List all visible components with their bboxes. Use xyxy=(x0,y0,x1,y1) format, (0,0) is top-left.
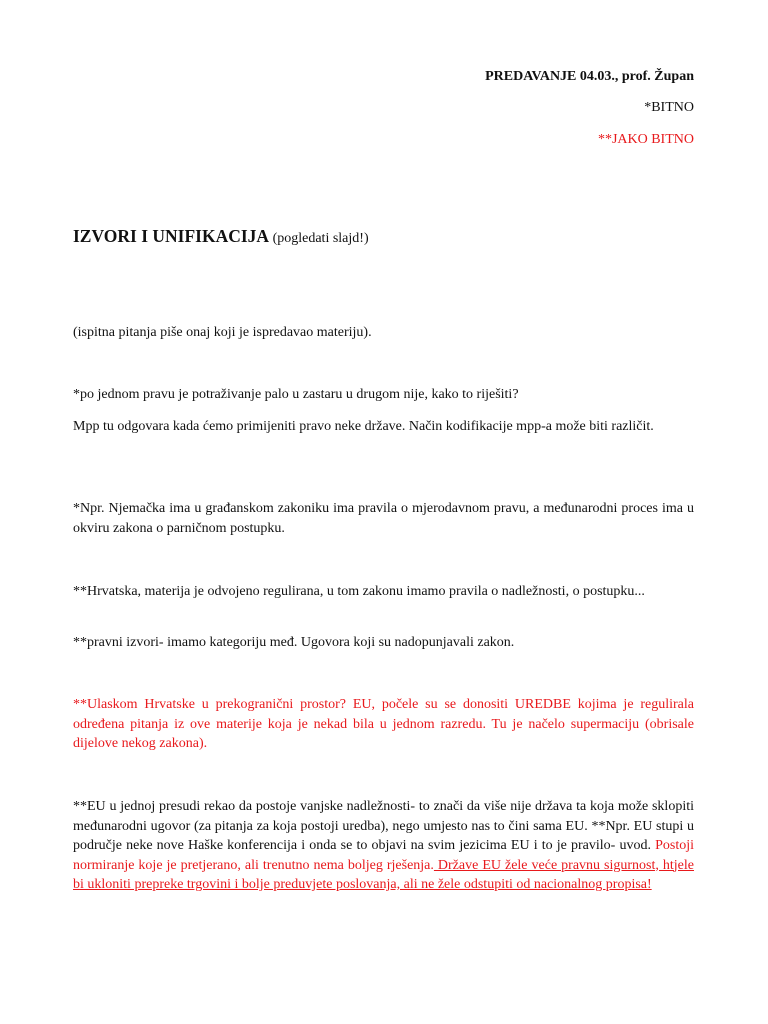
paragraph-mpp: Mpp tu odgovara kada ćemo primijeniti pravo neke države. Način kodifikacije mpp-a može biti različit. xyxy=(73,419,654,434)
paragraph-question: *po jednom pravu je potraživanje palo u zastaru u drugom nije, kako to riješiti? xyxy=(73,387,519,402)
paragraph-germany: *Npr. Njemačka ima u građanskom zakoniku ima pravila o mjerodavnom pravu, a međunarodni proces ima u okviru zakona o parničnom postupku. xyxy=(73,501,694,536)
paragraph-eu-regulations: **Ulaskom Hrvatske u prekogranični prostor? EU, počele su se donositi UREDBE kojima je regulirala određena pitanja iz ove materije koja je nekad bila u jednom razredu. Tu je načelo supermaciju (obrisale dijelove nekog zakona). xyxy=(73,697,694,751)
paragraph-eu-competences-red-underlined: Države EU žele veće pravnu sigurnost, htjele bi ukloniti prepreke trgovini i bolje preduvjete poslovanja, ali ne žele odstupiti od nacionalnog propisa! xyxy=(73,857,694,892)
section-note: (pogledati slajd!) xyxy=(269,231,369,246)
paragraph-croatia: **Hrvatska, materija je odvojeno regulirana, u tom zakonu imamo pravila o nadležnosti, o postupku... xyxy=(73,584,645,599)
important-legend: *BITNO xyxy=(644,100,694,115)
lecture-header: PREDAVANJE 04.03., prof. Župan xyxy=(485,69,694,84)
section-title: IZVORI I UNIFIKACIJA xyxy=(73,226,270,246)
very-important-legend: **JAKO BITNO xyxy=(597,132,694,147)
paragraph-eu-competences-text: **EU u jednoj presudi rekao da postoje vanjske nadležnosti- to znači da više nije država ta koja može sklopiti međunarodni ugovor (za pitanja za koja postoji uredba), nego umjesto nas to čini sama EU. **Npr. EU stupi u područje neke nove Haške konferencija i onda se to objavi na svim jezicima EU i to je pravilo- uvod. xyxy=(73,799,694,853)
paragraph-eu-competences xyxy=(73,797,694,895)
paragraph-exam-note: (ispitna pitanja piše onaj koji je ispredavao materiju). xyxy=(73,325,372,340)
paragraph-eu-competences-red: Postoji normiranje koje je pretjerano, ali trenutno nema boljeg rješenja. xyxy=(73,838,694,873)
paragraph-legal-sources: **pravni izvori- imamo kategoriju međ. Ugovora koji su nadopunjavali zakon. xyxy=(73,635,515,650)
section-heading xyxy=(73,226,369,247)
